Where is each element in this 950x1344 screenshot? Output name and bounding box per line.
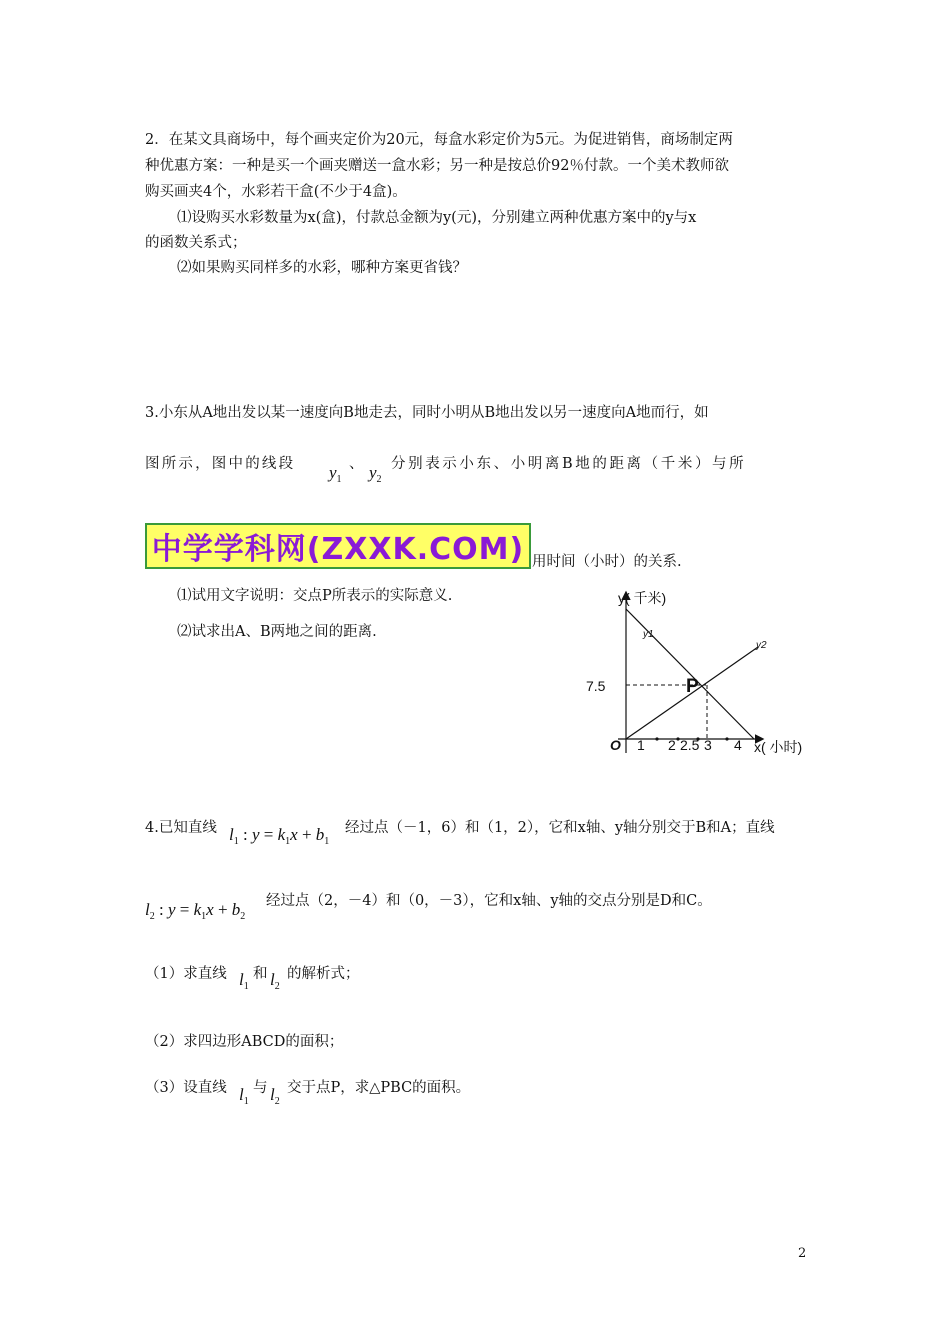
q4-part1-l2: $l_2$: [270, 970, 280, 992]
q3-y2-letter: y: [369, 463, 377, 482]
line-l2-equation: $l_2$ : $y = k_1x + b_2$: [145, 900, 246, 922]
q4-part1-l1: $l_1$: [239, 970, 249, 992]
x-tick-1: 1: [637, 737, 645, 753]
q3-y1: [329, 463, 342, 483]
q4-part1-end: 的解析式；: [287, 966, 360, 982]
line-l1-equation: $l_1$ : $y = k_1x + b_1$: [229, 825, 330, 847]
distance-time-graph: [580, 585, 830, 765]
tick-dot-4: [725, 737, 728, 740]
q4-part3-l2: $l_2$: [270, 1085, 280, 1107]
q4-line1-start: 4.已知直线: [145, 820, 217, 836]
q2-line2: 种优惠方案：一种是买一个画夹赠送一盒水彩；另一种是按总价92％付款。一个美术教师欲: [145, 158, 729, 174]
q3-line2-start: 图所示，图中的线段: [145, 456, 296, 472]
watermark-text: 中学学科网(ZXXK.COM): [151, 532, 525, 567]
q2-line6: ⑵如果购买同样多的水彩，哪种方案更省钱？: [177, 260, 467, 276]
q2-line1: 2．在某文具商场中，每个画夹定价为20元，每盒水彩定价为5元。为促进销售，商场制定两: [145, 132, 733, 148]
y2-line-label: y2: [756, 640, 767, 651]
q4-part3-l1: $l_1$: [239, 1085, 249, 1107]
q4-part3-with: 与: [253, 1080, 268, 1096]
q4-part1-and: 和: [253, 966, 268, 982]
y-tick-label: 7.5: [586, 678, 606, 694]
q3-line1: 3.小东从A地出发以某一速度向B地走去，同时小明从B地出发以另一速度向A地而行，如: [145, 405, 709, 421]
q3-y2-sub: 2: [376, 474, 382, 485]
x-tick-4: 4: [734, 737, 742, 753]
q4-part2: （2）求四边形ABCD的面积；: [145, 1034, 344, 1050]
q3-line3: 用时间（小时）的关系.: [532, 554, 682, 570]
q3-item1: ⑴试用文字说明：交点P所表示的实际意义.: [177, 588, 453, 604]
q2-line4: ⑴设购买水彩数量为x(盒)，付款总金额为y(元)，分别建立两种优惠方案中的y与x: [177, 210, 697, 226]
tick-dot-1: [655, 737, 658, 740]
q3-y1-letter: y: [329, 463, 337, 482]
q4-part1: [145, 962, 227, 983]
q4-part3-start: （3）设直线: [145, 1080, 227, 1096]
q3-y1-sub: 1: [336, 474, 342, 485]
q4-part1-start: （1）求直线: [145, 966, 227, 982]
q4-line2-end: 经过点（2，－4）和（0，－3），它和x轴、y轴的交点分别是D和C。: [266, 893, 712, 909]
q3-separator: 、: [349, 456, 364, 472]
q2-line5: 的函数关系式；: [145, 235, 247, 251]
y1-line-label: y1: [643, 629, 654, 640]
intersection-label: P: [686, 676, 699, 697]
q3-item2: ⑵试求出A、B两地之间的距离.: [177, 624, 377, 640]
origin-label: O: [610, 737, 621, 753]
q4-line1-end: 经过点（－1，6）和（1，2），它和x轴、y轴分别交于B和A；直线: [345, 820, 775, 836]
x-tick-2: 2: [668, 737, 676, 753]
watermark-banner: [145, 523, 531, 569]
x-tick-3: 3: [704, 737, 712, 753]
page-number: 2: [798, 1246, 807, 1261]
q3-line2-end: 分别表示小东、小明离B地的距离（千米）与所: [391, 456, 747, 472]
x-axis-label: x( 小时): [754, 739, 803, 755]
y-axis-label: y( 千米): [618, 590, 667, 606]
q3-y2: [369, 463, 382, 483]
q2-line3: 购买画夹4个，水彩若干盒(不少于4盒)。: [145, 184, 407, 200]
q4-part3-end: 交于点P，求△PBC的面积。: [287, 1080, 471, 1096]
x-tick-2-5: 2.5: [680, 737, 700, 753]
